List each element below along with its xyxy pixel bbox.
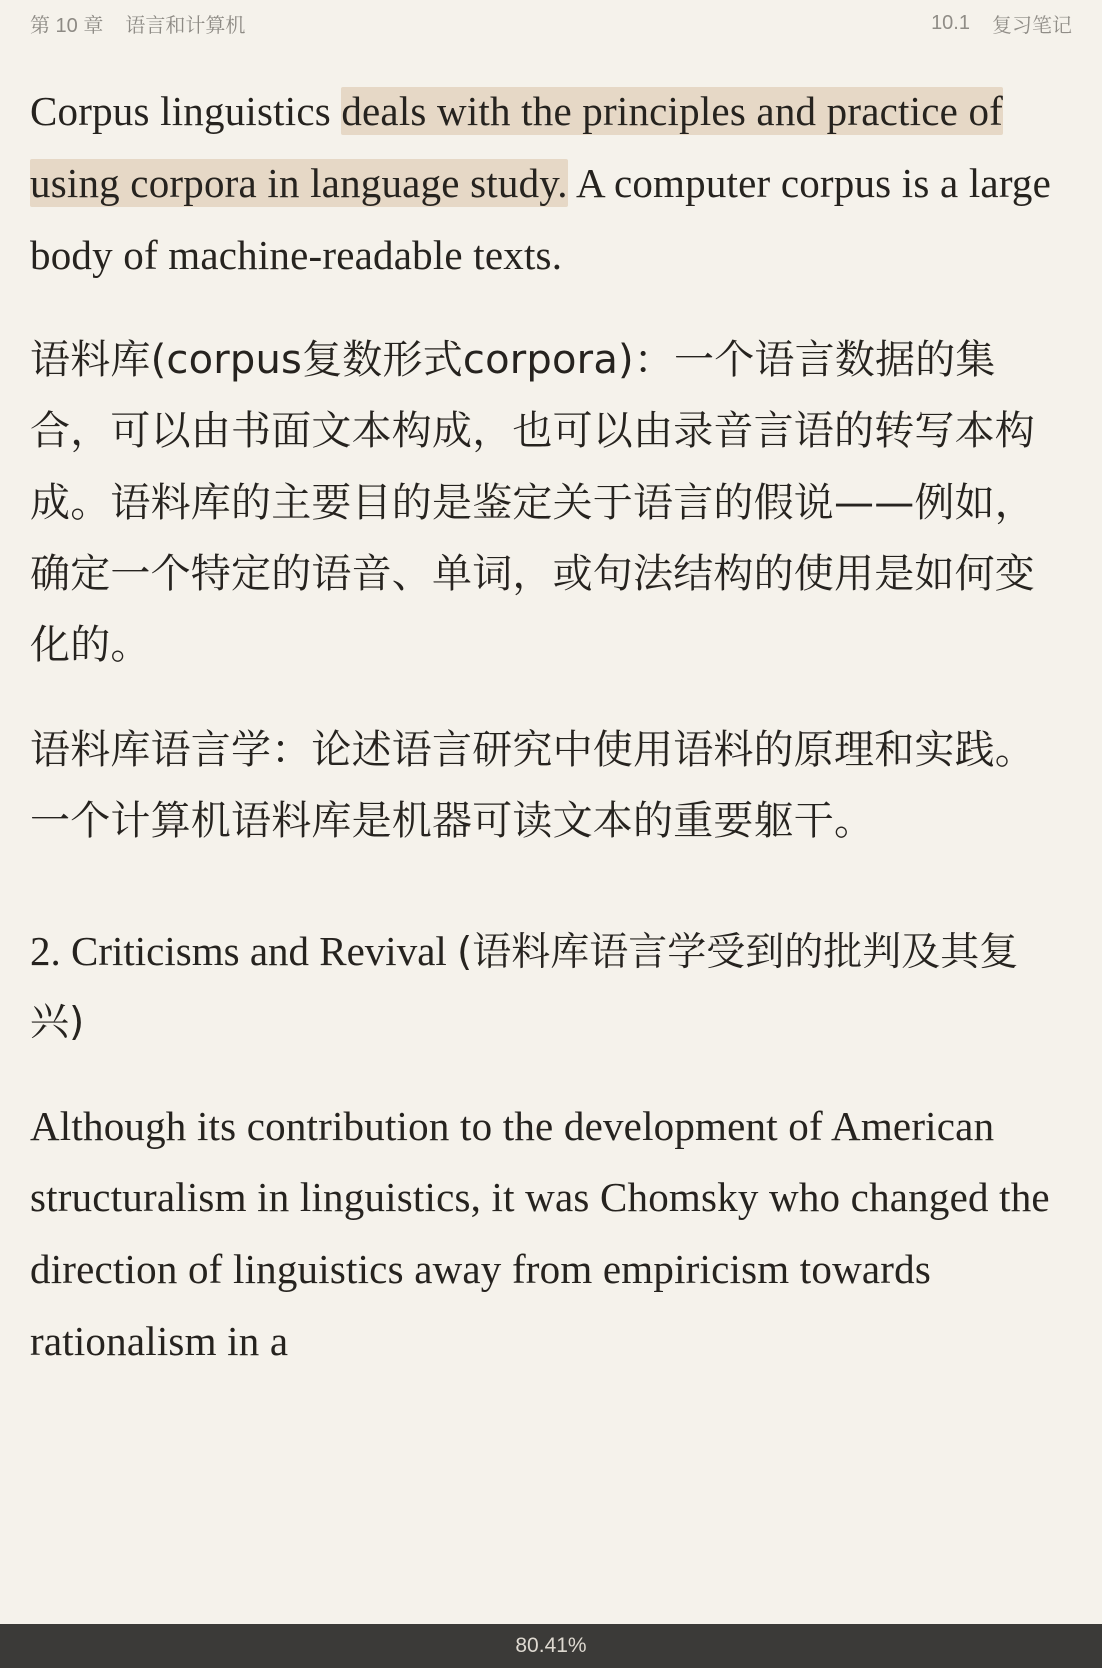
section-heading-criticisms (30, 916, 1072, 1057)
header-section-title: 复习笔记 (992, 14, 1072, 37)
header-section-number: 10.1 (931, 11, 970, 34)
header-chapter-info (30, 9, 245, 38)
section-heading-chinese: (语料库语言学受到的批判及其复兴) (30, 929, 1019, 1046)
paragraph-chinese-corpus-definition: 语料库(corpus复数形式corpora)：一个语言数据的集合，可以由书面文本构成，也可以由录音言语的转写本构成。语料库的主要目的是鉴定关于语言的假说——例如，确定一个特定的语音、单词，或句法结构的使用是如何变化的。 (30, 337, 1035, 668)
section-heading-english: 2. Criticisms and Revival (30, 927, 458, 974)
paragraph-tail-text: A computer corpus is a large body of machine-readable texts. (30, 159, 1052, 278)
header-chapter-title: 语言和计算机 (125, 14, 246, 37)
paragraph-chinese-corpus-linguistics: 语料库语言学：论述语言研究中使用语料的原理和实践。一个计算机语料库是机器可读文本的重要躯干。 (30, 727, 1035, 845)
paragraph-english-intro (30, 76, 1072, 291)
reading-progress-label: 80.41% (515, 1634, 587, 1657)
header-section-info (931, 9, 1072, 38)
reader-header (0, 0, 1102, 46)
header-chapter-label: 第 10 章 (30, 14, 104, 37)
paragraph-english-criticisms: Although its contribution to the development of American structuralism in linguistics, it was Chomsky who changed the direction of linguistics away from empiricism towards rationalism in a (30, 1102, 1050, 1364)
highlighted-text[interactable]: deals with the principles and practice of using corpora in language study. (30, 88, 1004, 206)
paragraph-lead-text: Corpus linguistics (30, 88, 342, 134)
reader-footer (0, 1624, 1102, 1668)
reader-content[interactable] (0, 46, 1102, 1624)
